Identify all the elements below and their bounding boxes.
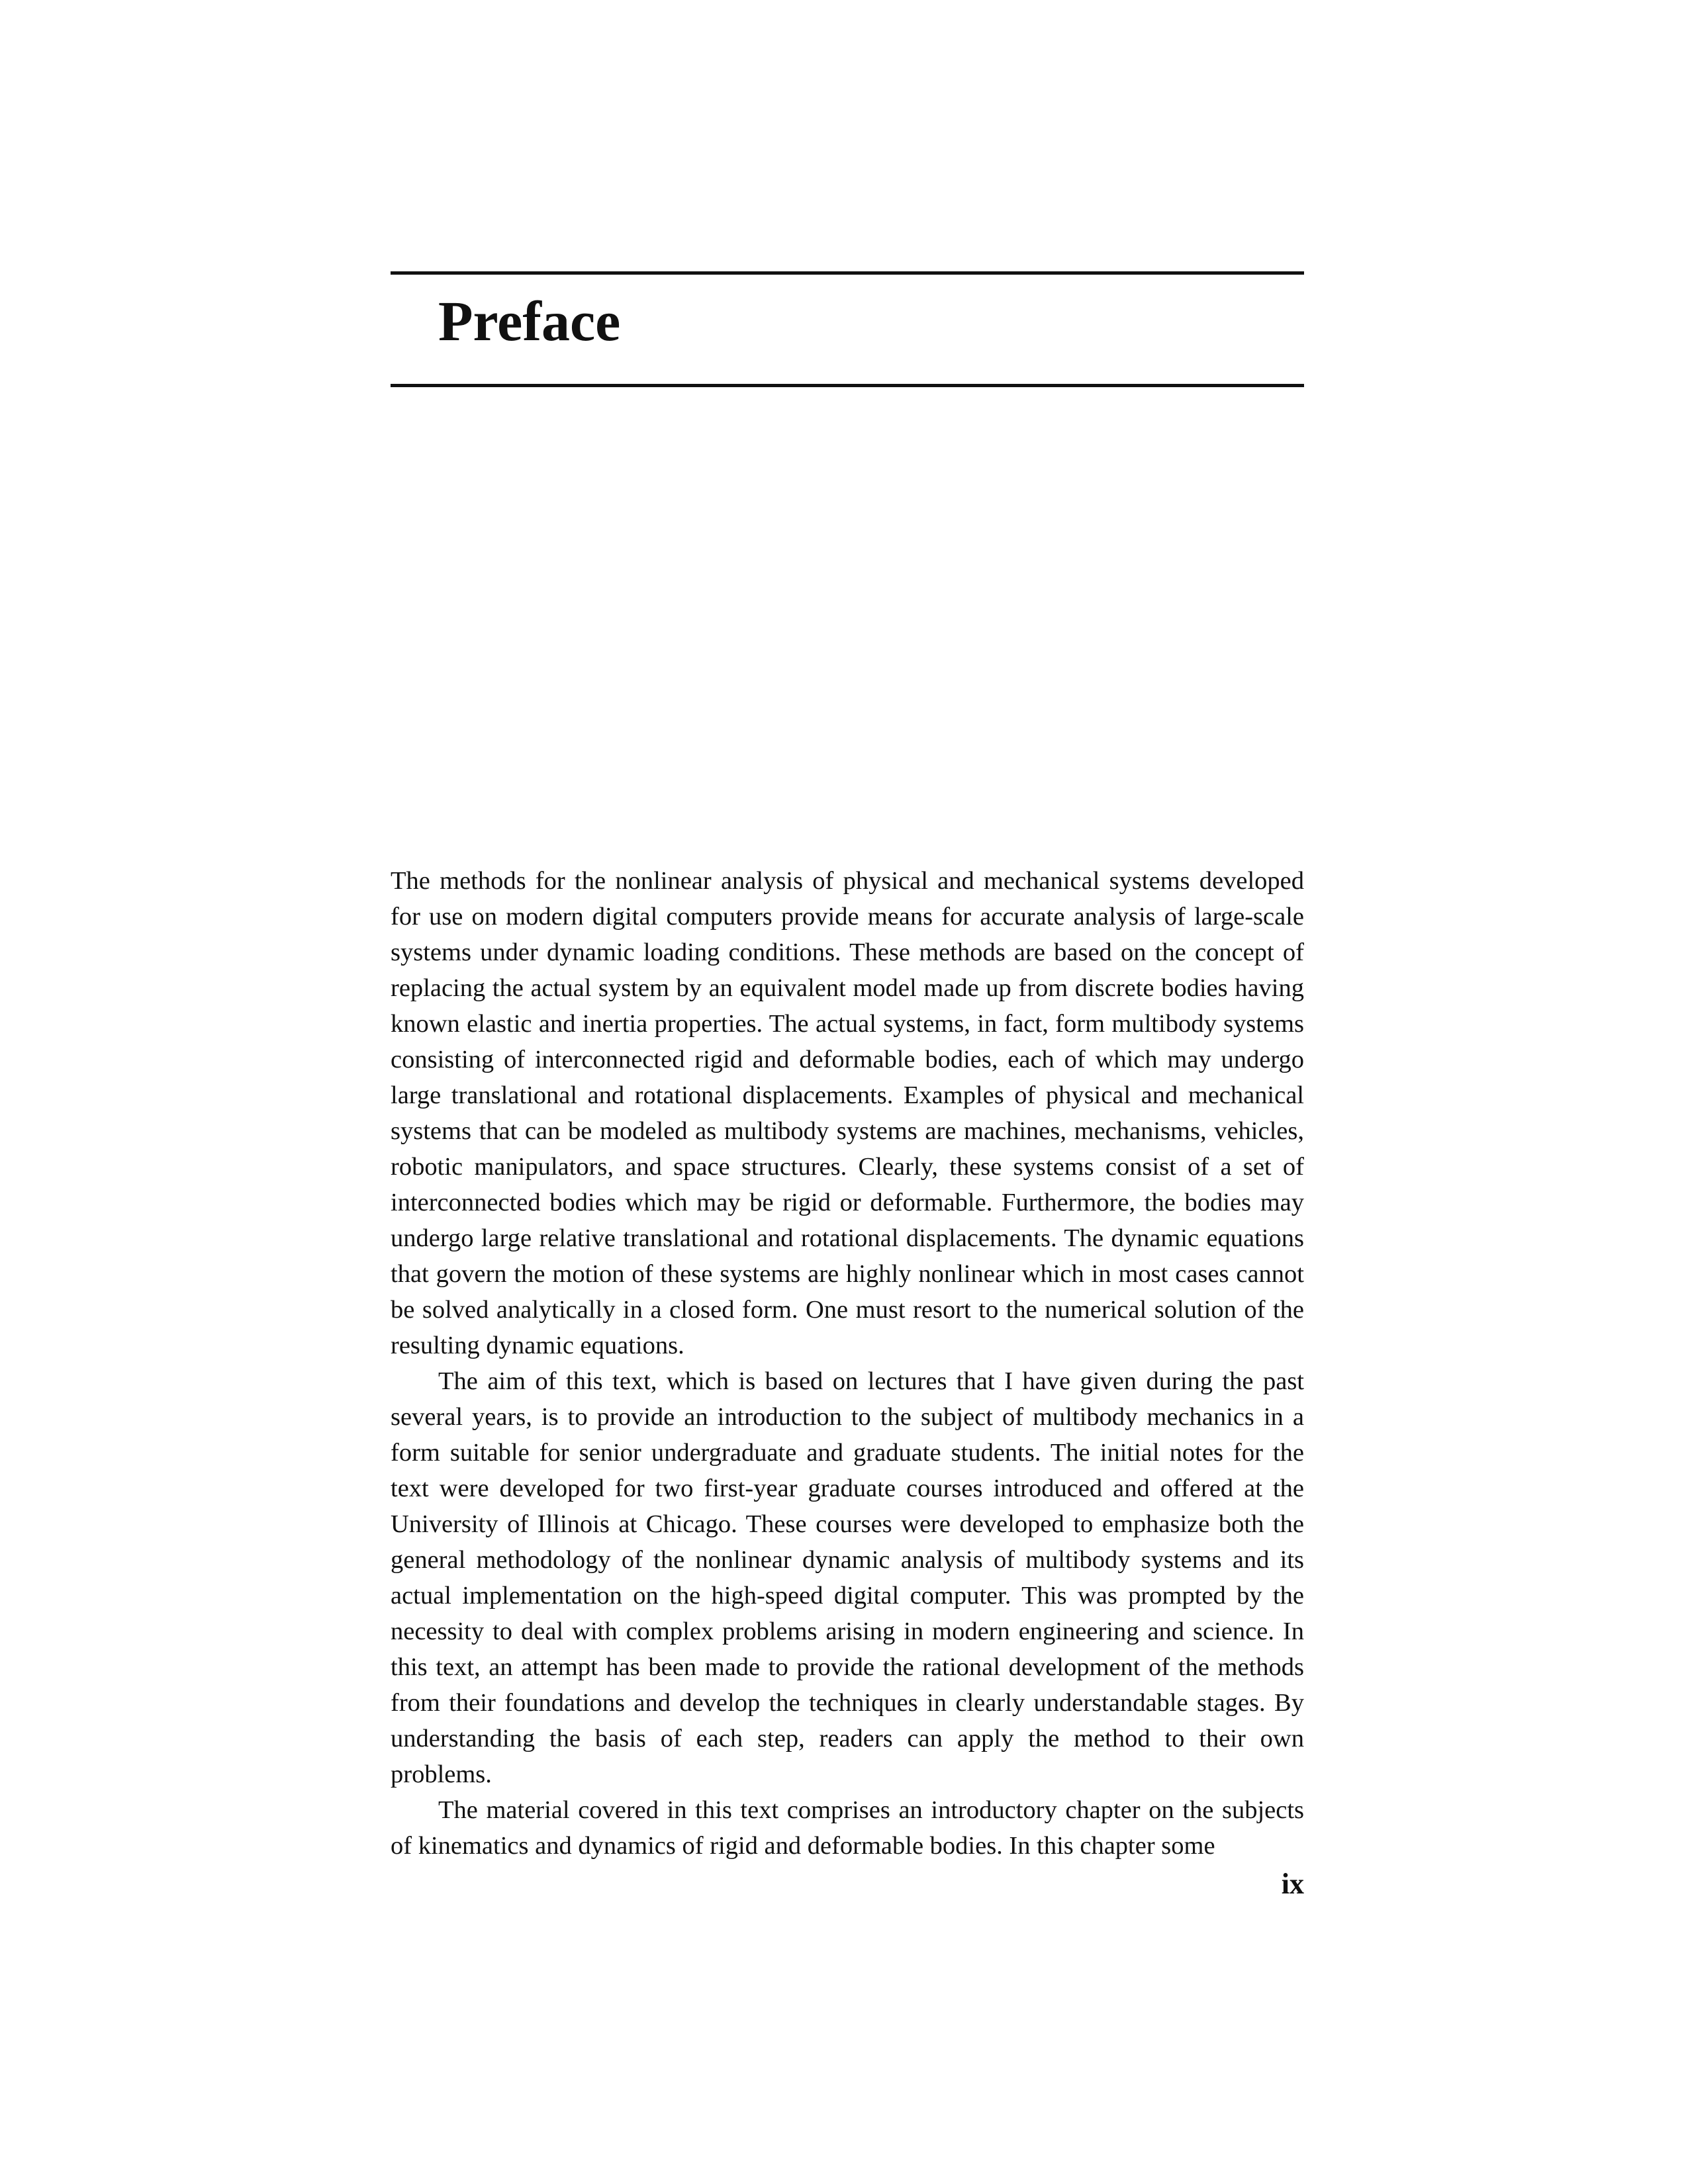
title-rule-bottom [391, 384, 1304, 387]
preface-body [391, 863, 1304, 1864]
paragraph-3: The material covered in this text comprises an introductory chapter on the subjects of kinematics and dynamics of rigid and deformable bodies. In this chapter some [391, 1796, 1304, 1860]
paragraph-2: The aim of this text, which is based on lectures that I have given during the past several years, is to provide an introduction to the subject of multibody mechanics in a form suitable for senior undergraduate and graduate students. The initial notes for the text were developed for two first-year graduate courses introduced and offered at the University of Illinois at Chicago. These courses were developed to emphasize both the general methodology of the nonlinear dynamic analysis of multibody systems and its actual implementation on the high-speed digital computer. This was prompted by the necessity to deal with complex problems arising in modern engineering and science. In this text, an attempt has been made to provide the rational development of the methods from their foundations and develop the techniques in clearly understandable stages. By understanding the basis of each step, readers can apply the method to their own problems. [391, 1367, 1304, 1788]
paragraph-1: The methods for the nonlinear analysis of physical and mechanical systems developed for use on modern digital computers provide means for accurate analysis of large-scale systems under dynamic loading conditions. These methods are based on the concept of replacing the actual system by an equivalent model made up from discrete bodies having known elastic and inertia properties. The actual systems, in fact, form multibody systems consisting of interconnected rigid and deformable bodies, each of which may undergo large translational and rotational displacements. Examples of physical and mechanical systems that can be modeled as multibody systems are machines, mechanisms, vehicles, robotic manipulators, and space structures. Clearly, these systems consist of a set of interconnected bodies which may be rigid or deformable. Furthermore, the bodies may undergo large relative translational and rotational displacements. The dynamic equations that govern the motion of these systems are highly nonlinear which in most cases cannot be solved analytically in a closed form. One must resort to the numerical solution of the resulting dynamic equations. [391, 867, 1304, 1359]
chapter-title: Preface [438, 289, 621, 353]
page-number: ix [1281, 1868, 1304, 1900]
title-rule-top [391, 271, 1304, 275]
